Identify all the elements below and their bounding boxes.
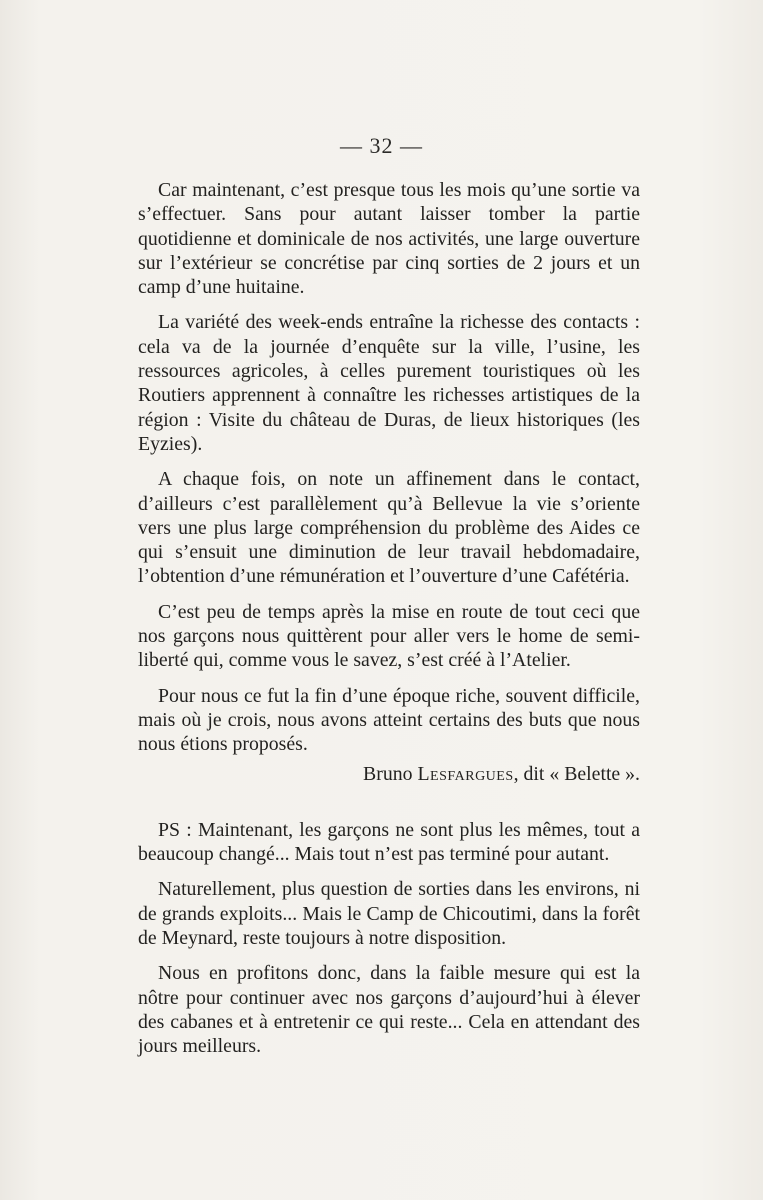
page-number: — 32 —	[340, 133, 423, 158]
paragraph: Car maintenant, c’est presque tous les mois qu’une sortie va s’effectuer. Sans pour autant laisser tomber la partie quotidienne et dominicale de nos activités, une large ouverture sur l’extérieur se concrétise par cinq sorties de 2 jours et un camp d’une huitaine.	[138, 179, 640, 299]
postscript-paragraph: Nous en profitons donc, dans la faible mesure qui est la nôtre pour continuer avec nos garçons d’aujourd’hui à élever des cabanes et à entretenir ce qui reste... Cela en attendant des jours meilleurs.	[138, 962, 640, 1058]
signature-first-name: Bruno	[363, 762, 413, 785]
body-text	[138, 178, 640, 1070]
postscript-paragraph: PS : Maintenant, les garçons ne sont plus les mêmes, tout a beaucoup changé... Mais tout n’est pas terminé pour autant.	[138, 818, 640, 866]
paragraph: A chaque fois, on note un affinement dans le contact, d’ailleurs c’est parallèlement qu’à Bellevue la vie s’oriente vers une plus large compréhension du problème des Aides ce qui s’ensuit une diminution de leur travail hebdomadaire, l’obtention d’une rémunération et l’ouverture d’une Cafétéria.	[138, 468, 640, 588]
paragraph: La variété des week-ends entraîne la richesse des contacts : cela va de la journée d’enquête sur la ville, l’usine, les ressources agricoles, à celles purement touristiques où les Routiers apprennent à connaître les richesses artistiques de la région : Visite du château de Duras, de lieux historiques (les Eyzies).	[138, 311, 640, 455]
signature-last-name: Lesfargues	[417, 762, 514, 785]
signature-suffix: , dit « Belette ».	[513, 762, 640, 785]
paragraph: Pour nous ce fut la fin d’une époque riche, souvent difficile, mais où je crois, nous avons atteint certains des buts que nous nous étions proposés.	[138, 684, 640, 756]
signature	[138, 762, 640, 786]
paragraph: C’est peu de temps après la mise en route de tout ceci que nos garçons nous quittèrent pour aller vers le home de semi-liberté qui, comme vous le savez, s’est créé à l’Atelier.	[138, 600, 640, 672]
postscript-paragraph: Naturellement, plus question de sorties dans les environs, ni de grands exploits... Mais le Camp de Chicoutimi, dans la forêt de Meynard, reste toujours à notre disposition.	[138, 878, 640, 950]
